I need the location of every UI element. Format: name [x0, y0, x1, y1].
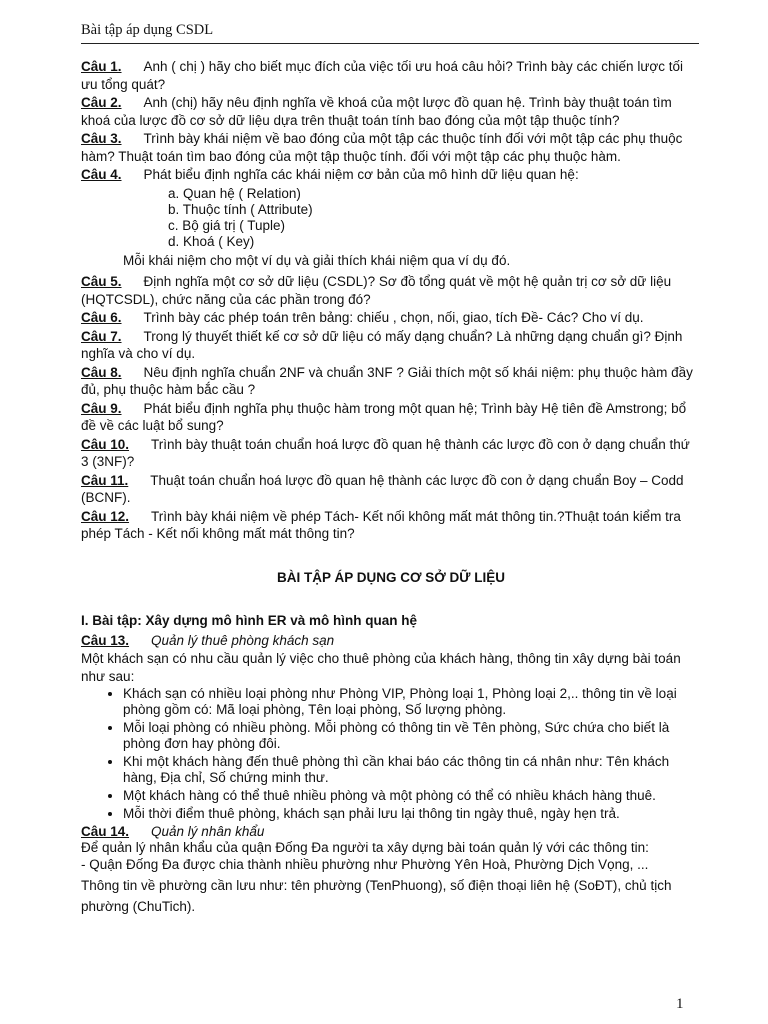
list-item: • Mỗi thời điểm thuê phòng, khách sạn phải lưu lại thông tin ngày thuê, ngày hẹn trả.	[123, 806, 701, 822]
list-item: c. Bộ giá trị ( Tuple)	[168, 217, 286, 233]
page-number: 1	[676, 996, 684, 1012]
document-body	[81, 58, 701, 918]
list-item: d. Khoá ( Key)	[168, 233, 255, 249]
question-1: Câu 1. Anh ( chị ) hãy cho biết mục đích của việc tối ưu hoá câu hỏi? Trình bày các chiến lược tối ưu tổng quát?	[81, 59, 683, 92]
question-12: Câu 12. Trình bày khái niệm về phép Tách- Kết nối không mất mát thông tin.?Thuật toán kiểm tra phép Tách - Kết nối không mất mát thông tin?	[81, 508, 681, 541]
list-item: b. Thuộc tính ( Attribute)	[168, 201, 313, 217]
question-14-line2: - Quận Đống Đa được chia thành nhiều phường như Phường Yên Hoà, Phường Dịch Vọng, ...	[81, 857, 649, 872]
page-header: Bài tập áp dụng CSDL	[81, 22, 214, 38]
list-item: • Khách sạn có nhiều loại phòng như Phòng VIP, Phòng loại 1, Phòng loại 2,.. thông tin về loại phòng gồm có: Mã loại phòng, Tên loại phòng, Số lượng phòng.	[123, 686, 701, 718]
question-4-note: Mỗi khái niệm cho một ví dụ và giải thích khái niệm qua ví dụ đó.	[123, 252, 511, 268]
question-5: Câu 5. Định nghĩa một cơ sở dữ liệu (CSDL)? Sơ đồ tổng quát về một hệ quản trị cơ sở dữ liệu (HQTCSDL), chức năng của các phần trong đó?	[81, 274, 672, 307]
question-14-line1: Để quản lý nhân khẩu của quận Đống Đa người ta xây dựng bài toán quản lý với các thông tin:	[81, 840, 649, 855]
question-13-intro: Một khách sạn có nhu cầu quản lý việc cho thuê phòng của khách hàng, thông tin xây dựng bài toán như sau:	[81, 651, 681, 684]
question-13-bullets	[81, 686, 701, 822]
question-14: Câu 14. Quản lý nhân khẩu	[81, 824, 265, 839]
question-3: Câu 3. Trình bày khái niệm về bao đóng của một tập các thuộc tính đối với một tập các phụ thuộc hàm? Thuật toán tìm bao đóng của một tập thuộc tính. đối với một tập các phụ thuộc hàm.	[81, 131, 683, 164]
part-title: I. Bài tập: Xây dựng mô hình ER và mô hình quan hệ	[81, 613, 418, 628]
question-8: Câu 8. Nêu định nghĩa chuẩn 2NF và chuẩn 3NF ? Giải thích một số khái niệm: phụ thuộc hàm đầy đủ, phụ thuộc hàm bắc cầu ?	[81, 364, 693, 397]
question-4-items	[81, 186, 701, 250]
list-item: a. Quan hệ ( Relation)	[168, 185, 301, 201]
question-13: Câu 13. Quản lý thuê phòng khách sạn	[81, 632, 335, 648]
question-4: Câu 4. Phát biểu định nghĩa các khái niệm cơ bản của mô hình dữ liệu quan hệ:	[81, 167, 579, 182]
question-9: Câu 9. Phát biểu định nghĩa phụ thuộc hàm trong một quan hệ; Trình bày Hệ tiên đề Amstrong; bổ đề về các luật bổ sung?	[81, 400, 687, 433]
question-2: Câu 2. Anh (chị) hãy nêu định nghĩa về khoá của một lược đồ quan hệ. Trình bày thuật toán tìm khoá của lược đồ cơ sở dữ liệu dựa trên thuật toán tính bao đóng của một tập thuộc tính?	[81, 95, 672, 128]
question-10: Câu 10. Trình bày thuật toán chuẩn hoá lược đồ quan hệ thành các lược đồ con ở dạng chuẩn thứ 3 (3NF)?	[81, 436, 690, 469]
question-6: Câu 6. Trình bày các phép toán trên bảng: chiếu , chọn, nối, giao, tích Đề- Các? Cho ví dụ.	[81, 310, 644, 325]
section-title: BÀI TẬP ÁP DỤNG CƠ SỞ DỮ LIỆU	[276, 569, 505, 585]
question-7: Câu 7. Trong lý thuyết thiết kế cơ sở dữ liệu có mấy dạng chuẩn? Là những dạng chuẩn gì? Định nghĩa và cho ví dụ.	[81, 328, 683, 361]
list-item: • Một khách hàng có thể thuê nhiều phòng và một phòng có thể có nhiều khách hàng thuê.	[123, 788, 701, 804]
question-11: Câu 11. Thuật toán chuẩn hoá lược đồ quan hệ thành các lược đồ con ở dạng chuẩn Boy – Codd (BCNF).	[81, 472, 684, 505]
list-item: • Khi một khách hàng đến thuê phòng thì cần khai báo các thông tin cá nhân như: Tên khách hàng, Địa chỉ, Số chứng minh thư.	[123, 754, 701, 786]
question-14-line3: Thông tin về phường cần lưu như: tên phường (TenPhuong), số điện thoại liên hệ (SoĐT), chủ tịch phường (ChuTich).	[81, 877, 672, 914]
list-item: • Mỗi loại phòng có nhiều phòng. Mỗi phòng có thông tin về Tên phòng, Sức chứa cho biết là phòng đơn hay phòng đôi.	[123, 720, 701, 752]
header-rule	[81, 43, 699, 44]
